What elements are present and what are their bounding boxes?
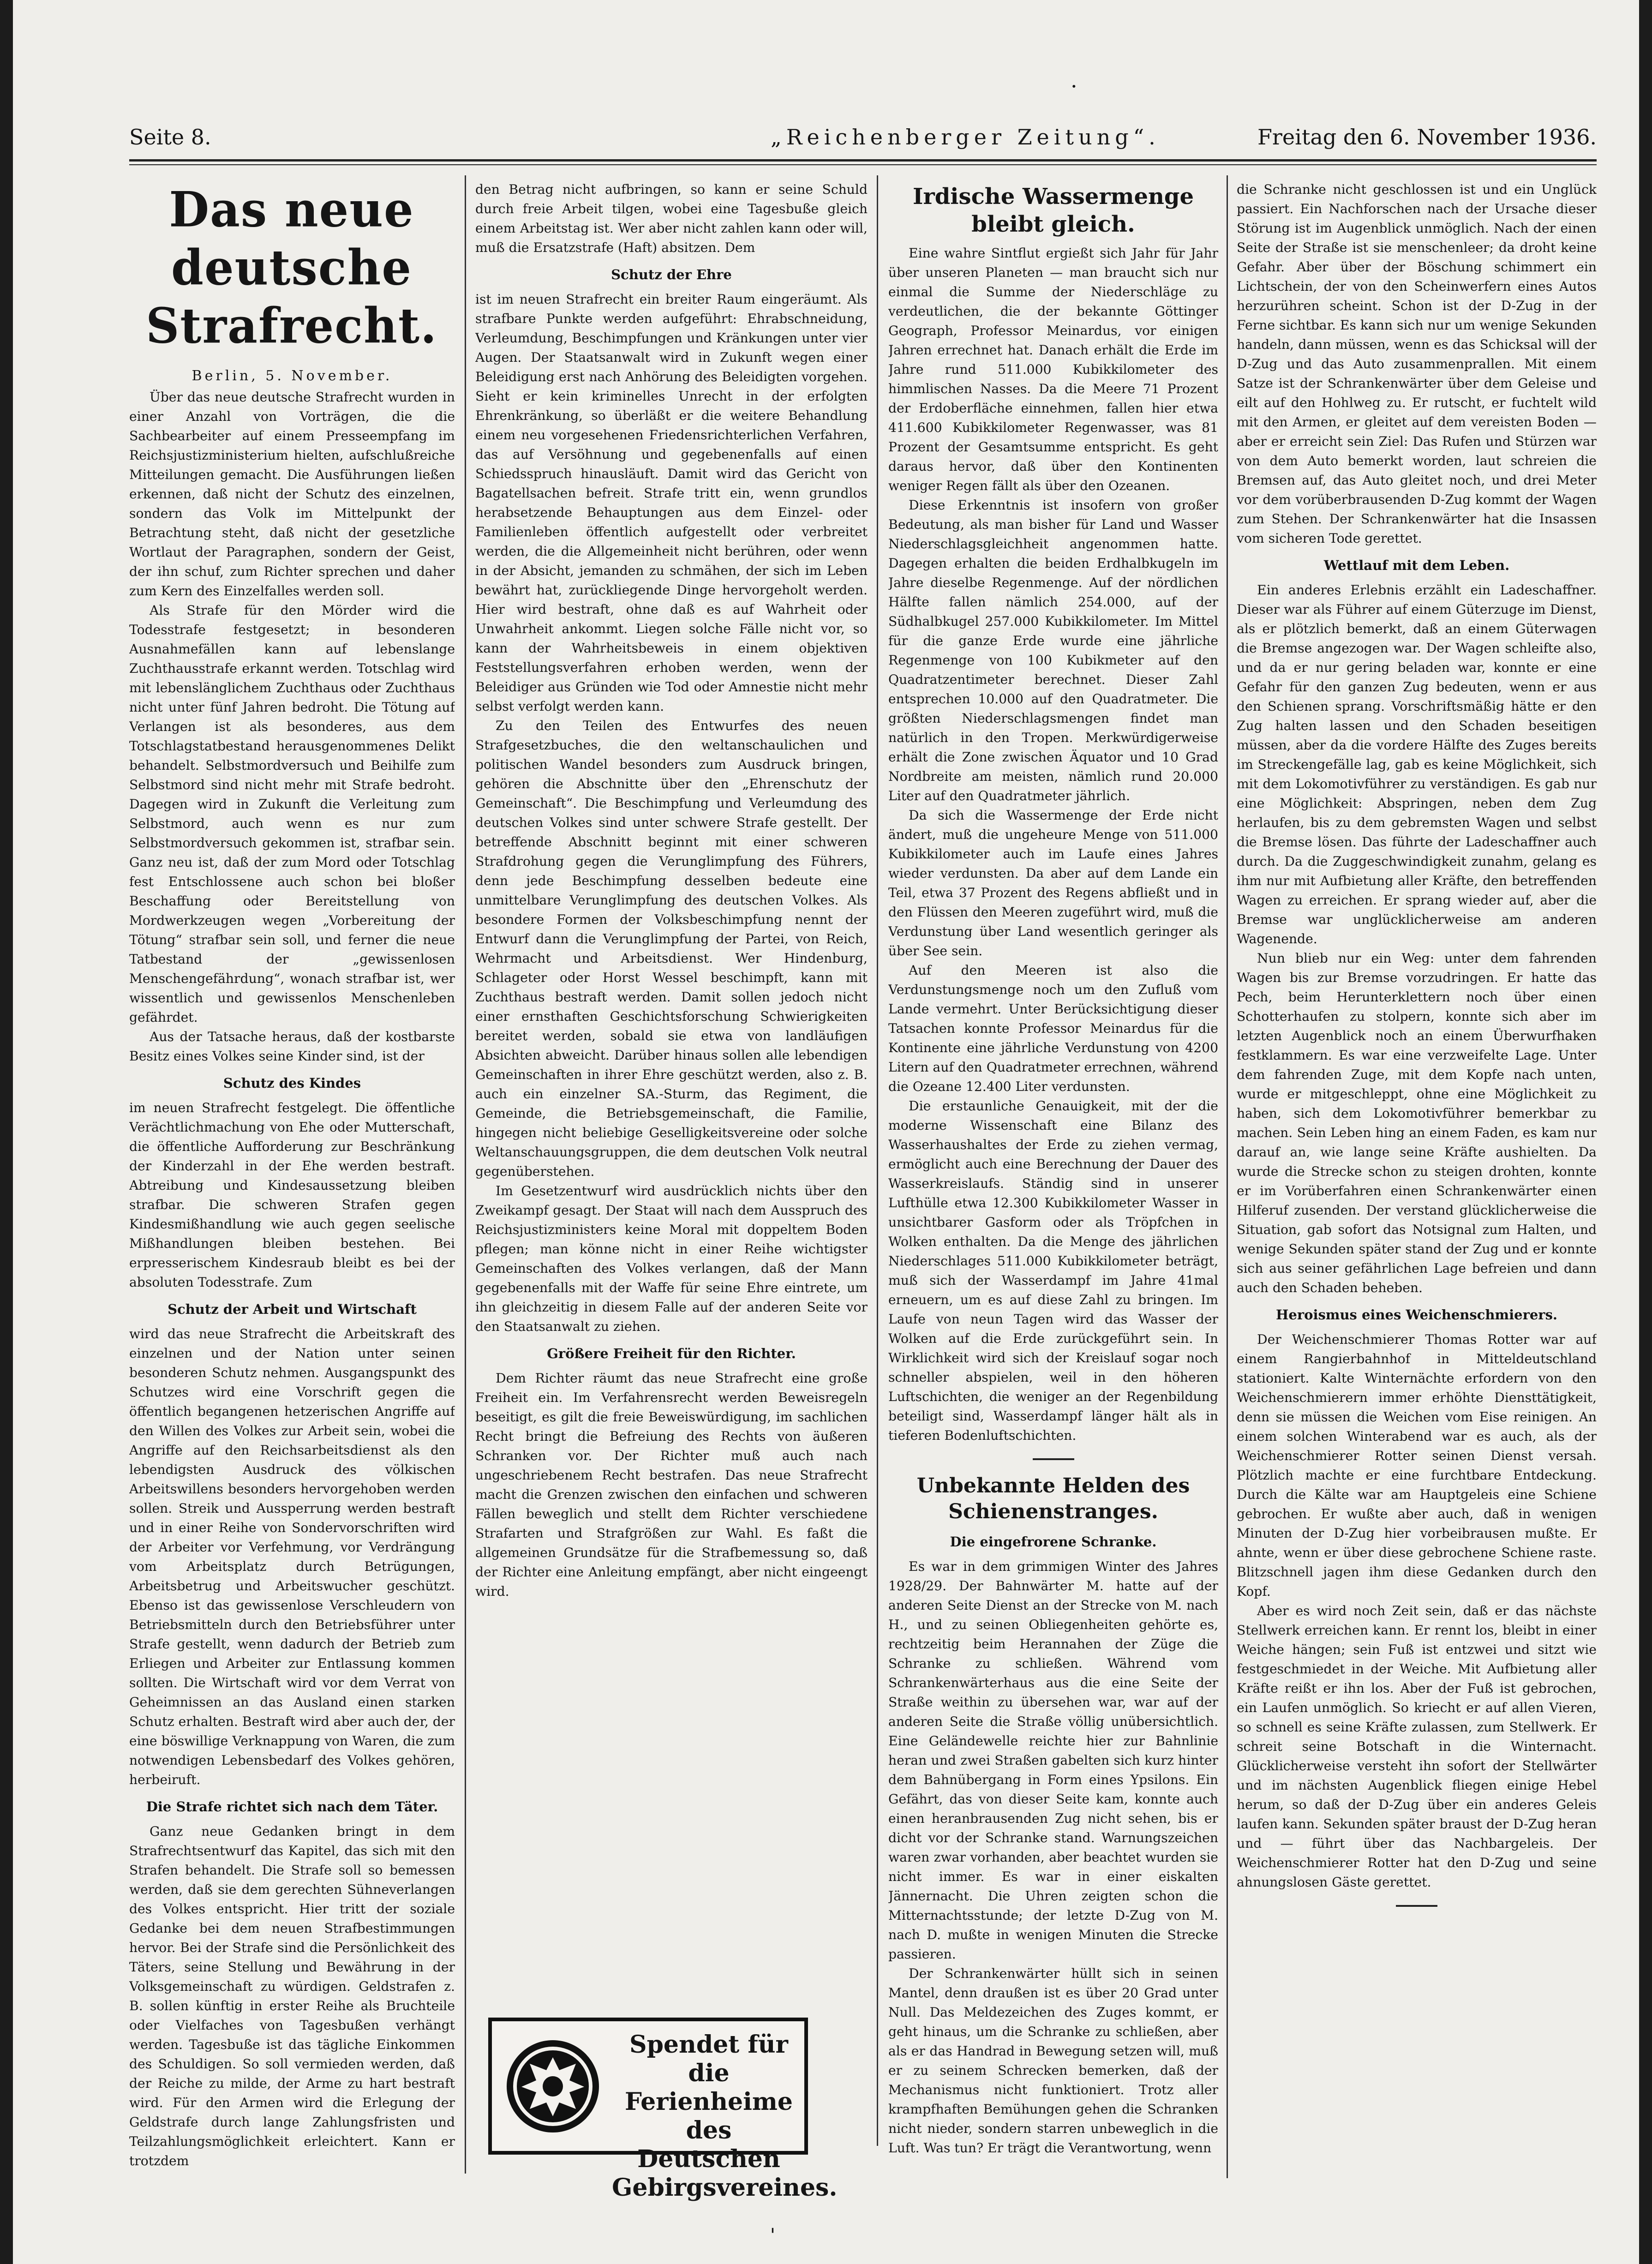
paragraph: wird das neue Strafrecht die Arbeitskraft des einzelnen und der Nation unter seinen besonderen Schutz nehmen. Ausgangspunkt des Schutzes wird eine Vorschrift gegen die öffentlich begangenen hetzerischen Angriffe auf den Willen des Volkes zur Arbeit sein, wobei die Angriffe auf den Reichsarbeitsdienst als den lebendigsten Ausdruck des völkischen Arbeitswillens besonders hervorgehoben werden sollen. Streik und Aussperrung werden bestraft und in einer Reihe von Sondervorschriften wird der Arbeiter vor Verfehmung, vor Verdrängung vom Arbeitsplatz durch Betrügungen, Arbeitsbetrug und Arbeitswucher geschützt. Ebenso ist das gewissenlose Verschleudern von Betriebsmitteln durch den Betriebsführer unter Strafe gestellt, wenn dadurch der Betrieb zum Erliegen und Arbeiter zur Entlassung kommen sollten. Die Wirtschaft wird vor dem Verrat von Geheimnissen an das Ausland einen starken Schutz erhalten. Bestraft wird aber auch der, der eine böswillige Verknappung von Waren, die zum notwendigen Lebensbedarf des Volkes gehören, herbeiruft.: [129, 1326, 455, 1787]
subheading: Schutz der Arbeit und Wirtschaft: [168, 1301, 417, 1317]
advertisement-box: [488, 2018, 838, 2202]
article-title: [888, 1473, 1218, 1525]
ad-line: Ferienheime: [625, 2088, 793, 2116]
scan-speck: ˌ: [770, 2210, 776, 2235]
paragraph: Zu den Teilen des Entwurfes des neuen Strafgesetzbuches, die den weltanschaulichen und politischen Wandel besonders zum Ausdruck bringen, gehören die Abschnitte über den „Ehrenschutz der Gemeinschaft“. Die Beschimpfung und Verleumdung des deutschen Volkes sind unter schwere Strafe gestellt. Der betreffende Abschnitt beginnt mit einer schweren Strafdrohung gegen die Verunglimpfung des Führers, denn jede Beschimpfung desselben bedeute eine unmittelbare Verunglimpfung des deutschen Volkes. Als besondere Formen der Volksbeschimpfung nennt der Entwurf dann die Verunglimpfung der Partei, von Reich, Wehrmacht und Arbeitsdienst. Wer Hindenburg, Schlageter oder Horst Wessel beschimpft, kann mit Zuchthaus bestraft werden. Damit sollen jedoch nicht einer ernsthaften Geschichtsforschung Schwierigkeiten bereitet werden, sobald sie etwa von landläufigen Absichten abweicht. Darüber hinaus sollen alle lebendigen Gemeinschaften in ihrer Ehre geschützt werden, also z. B. auch ein einzelner SA.-Sturm, das Regiment, die Gemeinde, die Betriebsgemeinschaft, die Familie, hingegen nicht beliebige Geselligkeitsvereine oder solche Weltanschauungsgruppen, die dem deutschen Volk neutral gegenüberstehen.: [475, 718, 868, 1179]
paragraph: Der Schrankenwärter hüllt sich in seinen Mantel, denn draußen ist es über 20 Grad unter Null. Das Meldezeichen des Zuges kommt, er geht hinaus, um die Schranke zu schließen, aber als er das Handrad in Bewegung setzen will, muß er zu seinem Schrecken bemerken, daß der Mechanismus nicht funktioniert. Trotz aller krampfhaften Bemühungen gehen die Schranken nicht nieder, sondern starren unbeweglich in die Luft. Was tun? Er trägt die Verantwortung, wenn: [888, 1966, 1218, 2156]
page-number: Seite 8.: [129, 125, 211, 150]
article-title-line: Schienenstranges.: [948, 1500, 1158, 1523]
paragraph: Diese Erkenntnis ist insofern von großer Bedeutung, als man bisher für Land und Wasser Niederschlagsgleichheit angenommen hatte. Dagegen erhalten die beiden Erdhalbkugeln im Jahre dieselbe Regenmenge. Auf der nördlichen Hälfte fallen nämlich 254.000, auf der Südhalbkugel 257.000 Kubikkilometer. Im Mittel für die ganze Erde wurde eine jährliche Regenmenge von 100 Kubikmeter auf den Quadratzentimeter berechnet. Dieser Zahl entsprechen 10.000 auf den Quadratmeter. Die größten Niederschlagsmengen findet man natürlich in den Tropen. Merkwürdigerweise erhält die Zone zwischen Äquator und 10 Grad Nordbreite am meisten, nämlich rund 20.000 Liter auf den Quadratmeter jährlich.: [888, 497, 1218, 803]
subheading: Die Strafe richtet sich nach dem Täter.: [146, 1799, 438, 1815]
scan-speck: ·: [1071, 74, 1077, 99]
paragraph: Eine wahre Sintflut ergießt sich Jahr für Jahr über unseren Planeten — man braucht sich nur einmal die Summe der Niederschläge zu verdeutlichen, die der bekannte Göttinger Geograph, Professor Meinardus, vor einigen Jahren errechnet hat. Danach erhält die Erde im Jahre rund 511.000 Kubikkilometer des himmlischen Nasses. Da die Meere 71 Prozent der Erdoberfläche einnehmen, fallen hier etwa 411.600 Kubikkilometer Regenwasser, was 81 Prozent der Gesamtsumme entspricht. Es geht daraus hervor, daß über den Kontinenten weniger Regen fällt als über den Ozeanen.: [888, 246, 1218, 493]
paragraph: Der Weichenschmierer Thomas Rotter war auf einem Rangierbahnhof in Mitteldeutschland stationiert. Kalte Winternächte erfordern von den Weichenschmierern immer erhöhte Diensttätigkeit, denn sie müssen die Weichen vom Eise reinigen. An einem solchen Winterabend war es auch, als der Weichenschmierer Rotter seinen Dienst versah. Plötzlich machte er eine furchtbare Entdeckung. Durch die Kälte war am Hauptgeleis eine Schiene gebrochen. Er wußte aber auch, daß in wenigen Minuten der D-Zug hier vorbeibrausen mußte. Er ahnte, wenn er über diese gebrochene Schiene raste. Blitzschnell jagen ihm diese Gedanken durch den Kopf.: [1237, 1332, 1597, 1599]
column-4: [1237, 180, 1597, 2072]
column-3: [888, 180, 1218, 2201]
column-2: [475, 180, 868, 2007]
paragraph: Nun blieb nur ein Weg: unter dem fahrenden Wagen bis zur Bremse vorzudringen. Er hatte das Pech, beim Herunterklettern noch über einen Schotterhaufen zu stolpern, konnte sich aber im letzten Augenblick noch an einem Überwurfhaken festklammern. Es war eine verzweifelte Lage. Unter dem fahrenden Zuge, mit dem Kopfe nach unten, wurde er mitgeschleppt, ohne eine Möglichkeit zu haben, sich dem Lokomotivführer bemerkbar zu machen. Sein Leben hing an einem Faden, es kam nur darauf an, wie lange seine Kräfte aushielten. Da wurde die Strecke schon zu steigen drohten, konnte er im Vorüberfahren einen Schrankenwärter einen Hilferuf zusenden. Der verstand glücklicherweise die Situation, gab sofort das Notsignal zum Halten, und wenige Sekunden später stand der Zug und er konnte sich aus seiner gefährlichen Lage befreien und dann auch den Schaden beheben.: [1237, 951, 1597, 1295]
paragraph: die Schranke nicht geschlossen ist und ein Unglück passiert. Ein Nachforschen nach der Ursache dieser Störung ist im Augenblick unmöglich. Nach der einen Seite der Straße ist sie menschenleer; da droht keine Gefahr. Aber über der Böschung schimmert ein Lichtschein, der von den Scheinwerfern eines Autos herzurühren scheint. Schon ist der D-Zug in der Ferne sichtbar. Es kann sich nur um wenige Sekunden handeln, dann müssen, wenn es das Schicksal will der D-Zug und das Auto zusammenprallen. Mit einem Satze ist der Schrankenwärter über dem Geleise und eilt auf den Hohlweg zu. Er rutscht, er fuchtelt wild mit den Armen, er gleitet auf dem vereisten Boden — aber er erreicht sein Ziel: Das Rufen und Stürzen war von dem Auto bemerkt worden, laut schreien die Bremsen auf, das Auto gleitet noch, und drei Meter vor dem vorüberbrausenden D-Zug kommt der Wagen zum Stehen. Der Schrankenwärter hat die Insassen vom sicheren Tode gerettet.: [1237, 182, 1597, 546]
paragraph: Über das neue deutsche Strafrecht wurden in einer Anzahl von Vorträgen, die die Sachbearbeiter auf einem Presseempfang im Reichsjustizministerium hielten, aufschlußreiche Mitteilungen gemacht. Die Ausführungen ließen erkennen, daß nicht der Schutz des einzelnen, sondern das Volk im Mittelpunkt der Betrachtung steht, daß nicht der gesetzliche Wortlaut der Paragraphen, sondern der Geist, der ihn schuf, zum Richter sprechen und daher zum Kern des Einzelfalles werden soll.: [129, 389, 455, 599]
paragraph: Da sich die Wassermenge der Erde nicht ändert, muß die ungeheure Menge von 511.000 Kubikkilometer auch im Laufe eines Jahres wieder verdunsten. Da aber auf dem Lande ein Teil, etwa 37 Prozent des Regens abfließt und in den Flüssen den Meeren zugeführt wird, muß die Verdunstung über Land wesentlich geringer als über See sein.: [888, 808, 1218, 958]
paragraph: Aber es wird noch Zeit sein, daß er das nächste Stellwerk erreichen kann. Er rennt los, bleibt in einer Weiche hängen; sein Fuß ist entzwei und sitzt wie festgeschmiedet in der Weiche. Mit Aufbietung aller Kräfte reißt er ihn los. Aber der Fuß ist gebrochen, ein Laufen unmöglich. So kriecht er auf allen Vieren, so schnell es seine Kräfte zulassen, zum Stellwerk. Er schreit seine Botschaft in die Winternacht. Glücklicherweise versteht ihn sofort der Stellwärter und im nächsten Augenblick fliegen einige Hebel herum, so daß der D-Zug über ein anderes Geleis laufen kann. Sekunden später braust der D-Zug heran und — führt über das Nachbargeleis. Der Weichenschmierer Rotter hat den D-Zug und seine ahnungslosen Gäste gerettet.: [1237, 1603, 1597, 1890]
subheading: Schutz des Kindes: [223, 1075, 361, 1091]
column-rule-1: [465, 175, 466, 2174]
column-rule-3: [1227, 175, 1228, 2178]
paragraph: Dem Richter räumt das neue Strafrecht eine große Freiheit ein. Im Verfahrensrecht werden Beweisregeln beseitigt, es gilt die freie Beweiswürdigung, im sachlichen Recht bringt die Befreiung des Rechts von äußeren Schranken vor. Der Richter muß auch nach ungeschriebenem Recht bestrafen. Das neue Strafrecht macht die Grenzen zwischen den einfachen und schweren Fällen beweglich und stellt dem Richter verschiedene Strafarten und Strafgrößen zur Wahl. Es faßt die allgemeinen Grundsätze für die Strafbemessung so, daß der Richter eine Anleitung empfängt, aber nicht eingeengt wird.: [475, 1371, 868, 1599]
paragraph: Ein anderes Erlebnis erzählt ein Ladeschaffner. Dieser war als Führer auf einem Güterzuge im Dienst, als er plötzlich bemerkt, daß an einem Güterwagen die Bremse angezogen war. Der Wagen schleifte also, und da er nur gering beladen war, konnte er eine Gefahr für den ganzen Zug bedeuten, wenn er aus den Schienen sprang. Vorschriftsmäßig hätte er den Zug halten lassen und den Schaden beseitigen müssen, aber da die vordere Hälfte des Zuges bereits im Streckengefälle lag, gab es keine Möglichkeit, sich mit dem Lokomotivführer zu verständigen. Es gab nur eine Möglichkeit: Abspringen, neben dem Zug herlaufen, bis zu dem gebremsten Wagen und selbst die Bremse lösen. Das führte der Ladeschaffner auch durch. Da die Zuggeschwindigkeit zunahm, gelang es ihm nur mit Aufbietung aller Kräfte, den betreffenden Wagen zu erreichen. Er sprang wieder auf, aber die Bremse war unglücklicherweise am anderen Wagenende.: [1237, 582, 1597, 946]
paragraph: Ganz neue Gedanken bringt in dem Strafrechtsentwurf das Kapitel, das sich mit den Strafen behandelt. Die Strafe soll so bemessen werden, daß sie dem gerechten Sühneverlangen des Volkes entspricht. Hier tritt der soziale Gedanke bei dem neuen Strafbestimmungen hervor. Bei der Strafe sind die Persönlichkeit des Täters, seine Stellung und Bewährung in der Volksgemeinschaft zu würdigen. Geldstrafen z. B. sollen künftig in erster Reihe als Bruchteile oder Vielfaches von Tagesbußen verhängt werden. Tagesbuße ist das tägliche Einkommen des Schuldigen. So soll vermieden werden, daß der Reiche zu milde, der Arme zu hart bestraft wird. Für den Armen wird die Erlegung der Geldstrafe durch lange Zahlungsfristen und Teilzahlungsmöglichkeit erleichtert. Kann er trotzdem: [129, 1824, 455, 2168]
subheading: Heroismus eines Weichenschmierers.: [1275, 1307, 1558, 1323]
scan-edge-right: [1639, 0, 1652, 2264]
paragraph: Auf den Meeren ist also die Verdunstungsmenge noch um den Zufluß vom Lande vermehrt. Unter Berücksichtigung dieser Tatsachen konnte Professor Meinardus für die Kontinente eine jährliche Verdunstung von 4200 Litern auf den Quadratmeter errechnen, während die Ozeane 12.400 Liter verdunsten.: [888, 963, 1218, 1094]
subheading: Größere Freiheit für den Richter.: [547, 1346, 796, 1361]
subheading: Wettlauf mit dem Leben.: [1323, 557, 1510, 573]
header-rule: [129, 159, 1597, 162]
article-title-line: Unbekannte Helden des: [916, 1474, 1190, 1497]
ad-line: Spendet für die: [629, 2030, 788, 2087]
article-title: Irdische Wassermenge bleibt gleich.: [913, 184, 1194, 237]
column-rule-2: [877, 175, 878, 2146]
subheading: Die eingefrorene Schranke.: [950, 1534, 1157, 1550]
paragraph: Im Gesetzentwurf wird ausdrücklich nichts über den Zweikampf gesagt. Der Staat will nach dem Ausspruch des Reichsjustizministers keine Moral mit doppeltem Boden pflegen; man könne nicht in einer Reihe wichtigster Gemeinschaften des Volkes verlangen, daß der Mann gegebenenfalls mit der Waffe für seine Ehre eintrete, um ihn gleichzeitig in diesem Falle auf der anderen Seite vor den Staatsanwalt zu ziehen.: [475, 1183, 868, 1334]
subheading: Schutz der Ehre: [611, 267, 732, 282]
paper-title: „Reichenberger Zeitung“.: [771, 125, 1160, 150]
column-1: [129, 180, 455, 2192]
page-header: [129, 125, 1597, 157]
paragraph: ist im neuen Strafrecht ein breiter Raum eingeräumt. Als strafbare Punkte werden aufgeführt: Ehrabschneidung, Verleumdung, Beschimpfungen und Kränkungen unter vier Augen. Der Staatsanwalt wird in Zukunft wegen einer Beleidigung erst nach Anhörung des Beleidigten vorgehen. Sieht er kein kriminelles Unrecht in der erfolgten Ehrenkränkung, so überläßt er die weitere Behandlung einem neu vorgesehenen Friedensrichterlichen Verfahren, das auf Versöhnung und gegebenenfalls auf einen Schiedsspruch hinausläuft. Damit wird das Gericht von Bagatellsachen befreit. Strafe tritt ein, wenn grundlos herabsetzende Behauptungen aus dem Einzel- oder Familienleben öffentlich aufgestellt oder verbreitet werden, die die Allgemeinheit nicht berühren, oder wenn in der Absicht, jemanden zu schmähen, der sich im Leben bewährt hat, zurückliegende Dinge hervorgeholt werden. Hier wird bestraft, ohne daß es auf Wahrheit oder Unwahrheit ankommt. Liegen solche Fälle nicht vor, so kann der Wahrheitsbeweis in einem objektiven Feststellungsverfahren erhoben werden, wenn der Beleidiger aus Gründen wie Tod oder Amnestie nicht mehr selbst verfolgt werden kann.: [475, 292, 868, 714]
ad-line: Gebirgsvereines.: [612, 2174, 838, 2202]
section-separator: [1033, 1458, 1074, 1460]
paragraph: im neuen Strafrecht festgelegt. Die öffentliche Verächtlichmachung von Ehe oder Mutterschaft, die öffentliche Aufforderung zur Beschränkung der Kinderzahl in der Ehe werden bestraft. Abtreibung und Kindesaussetzung bleiben strafbar. Die schweren Strafen gegen Kindesmißhandlung wie auch gegen seelische Mißhandlungen bleiben bestehen. Bei erpresserischem Kindesraub bleibt es bei der absoluten Todesstrafe. Zum: [129, 1100, 455, 1290]
section-separator: [1396, 1905, 1437, 1907]
paragraph: den Betrag nicht aufbringen, so kann er seine Schuld durch freie Arbeit tilgen, wobei eine Tagesbuße gleich einem Arbeitstag ist. Wer aber nicht zahlen kann oder will, muß die Ersatzstrafe (Haft) absitzen. Dem: [475, 182, 868, 255]
headline: Das neue deutsche Strafrecht.: [146, 181, 437, 354]
ad-line: des Deutschen: [637, 2116, 780, 2173]
paragraph: Aus der Tatsache heraus, daß der kostbarste Besitz eines Volkes seine Kinder sind, ist der: [129, 1029, 455, 1064]
paragraph: Es war in dem grimmigen Winter des Jahres 1928/29. Der Bahnwärter M. hatte auf der anderen Seite Dienst an der Strecke von M. nach H., und zu seinen Obliegenheiten gehörte es, rechtzeitig beim Herannahen der Züge die Schranke zu schließen. Während vom Schrankenwärterhaus aus die eine Seite der Straße weithin zu übersehen war, war auf der anderen Seite die Straße völlig unübersichtlich. Eine Geländewelle reichte hier zur Bahnlinie heran und zwei Straßen gabelten sich kurz hinter dem Bahnübergang in Form eines Ypsilons. Ein Gefährt, das von dieser Seite kam, konnte auch einen heranbrausenden Zug nicht sehen, bis er dicht vor der Schranke stand. Warnungszeichen waren zwar vorhanden, aber beachtet wurden sie nicht immer. Es war in einer eiskalten Jännernacht. Die Uhren zeigten schon die Mitternachtsstunde; der letzte D-Zug von M. nach D. mußte in wenigen Minuten die Strecke passieren.: [888, 1559, 1218, 1962]
eagle-emblem-icon: [502, 2033, 604, 2139]
scan-edge-left: [0, 0, 13, 2264]
ad-text: [612, 2030, 838, 2202]
dateline: Berlin, 5. November.: [192, 368, 393, 384]
issue-date: Freitag den 6. November 1936.: [1257, 125, 1597, 150]
paragraph: Die erstaunliche Genauigkeit, mit der die moderne Wissenschaft eine Bilanz des Wasserhaushaltes der Erde zu ziehen vermag, ermöglicht auch eine Berechnung der Dauer des Wasserkreislaufs. Ständig sind in unserer Lufthülle etwa 12.300 Kubikkilometer Wasser in unsichtbarer Gasform oder als Tröpfchen in Wolken enthalten. Da die Menge des jährlichen Niederschlages 511.000 Kubikkilometer beträgt, muß sich der Wasserdampf im Jahre 41mal erneuern, um es auf diese Zahl zu bringen. Im Laufe von neun Tagen wird das Wasser der Wolken auf die Erde zurückgeführt sein. In Wirklichkeit wird sich der Kreislauf sogar noch schneller abspielen, weil in den höheren Luftschichten, die weniger an der Regenbildung beteiligt sind, Wasserdampf länger hält als in tieferen Bodenluftschichten.: [888, 1098, 1218, 1443]
header-rule-thin: [129, 164, 1597, 165]
paragraph: Als Strafe für den Mörder wird die Todesstrafe festgesetzt; in besonderen Ausnahmefällen kann auf lebenslange Zuchthausstrafe erkannt werden. Totschlag wird mit lebenslänglichem Zuchthaus oder Zuchthaus nicht unter fünf Jahren bedroht. Die Tötung auf Verlangen ist als besonderes, aus dem Totschlagstatbestand herausgenommenes Delikt behandelt. Selbstmordversuch und Beihilfe zum Selbstmord sind nicht mehr mit Strafe bedroht. Dagegen wird in Zukunft die Verleitung zum Selbstmord, auch wenn es nur zum Selbstmordversuch gekommen ist, strafbar sein. Ganz neu ist, daß der zum Mord oder Totschlag fest Entschlossene auch schon bei bloßer Beschaffung oder Bereitstellung von Mordwerkzeugen wegen „Vorbereitung der Tötung“ strafbar sein soll, und ferner die neue Tatbestand der „gewissenlosen Menschengefährdung“, wonach strafbar ist, wer wissentlich und gewissenlos Menschenleben gefährdet.: [129, 603, 455, 1025]
